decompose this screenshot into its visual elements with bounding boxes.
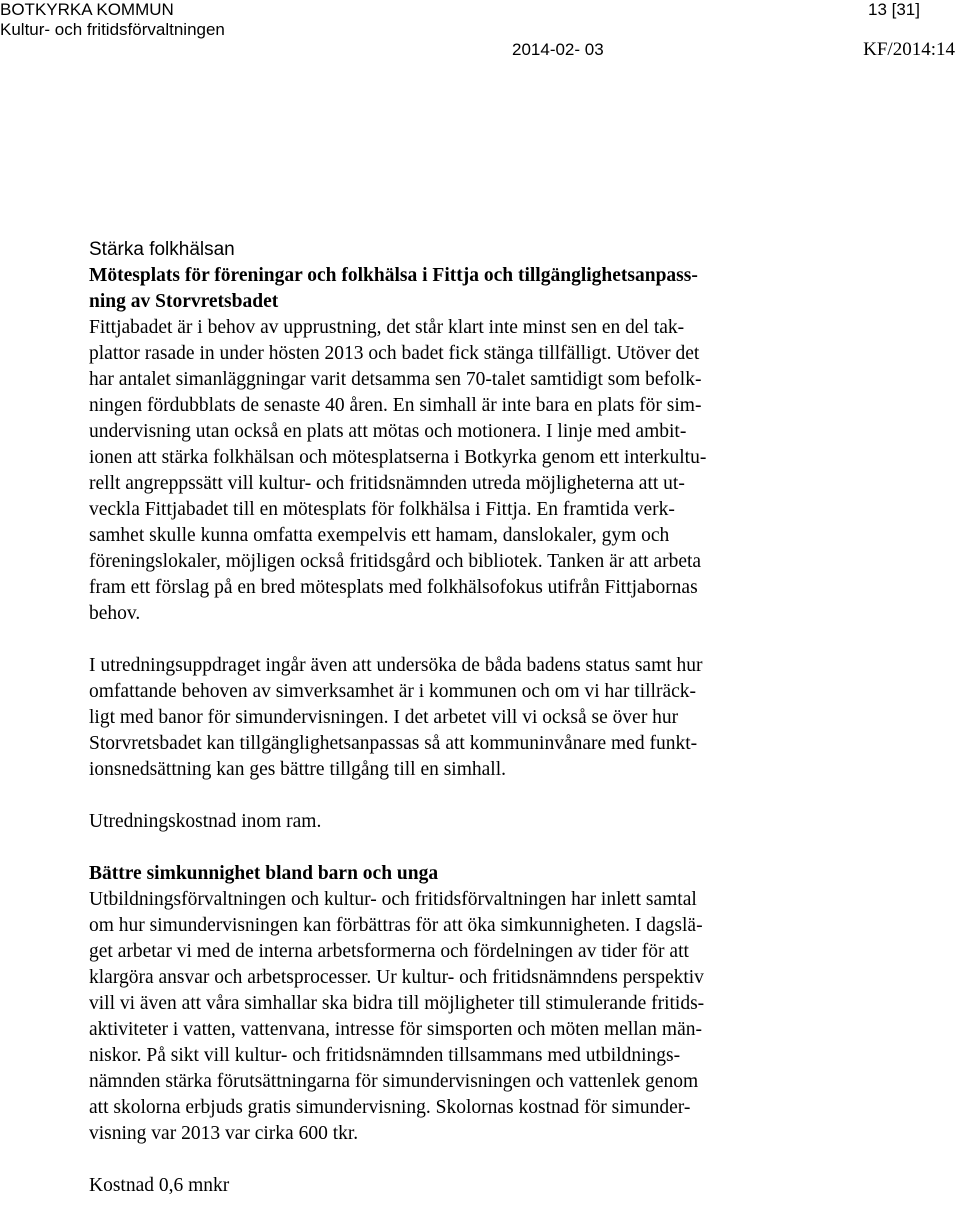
text-line: klargöra ansvar och arbetsprocesser. Ur kultur- och fritidsnämndens perspektiv xyxy=(89,967,704,988)
section-heading-motesplats xyxy=(89,263,925,315)
text-line: vill vi även att våra simhallar ska bidra till möjligheter till stimulerande fritids- xyxy=(89,993,705,1014)
cost-statement-utredning: Utredningskostnad inom ram. xyxy=(89,811,322,832)
document-date: 2014-02- 03 xyxy=(512,40,604,59)
text-line: undervisning utan också en plats att mötas och motionera. I linje med ambit- xyxy=(89,421,687,442)
department-name: Kultur- och fritidsförvaltningen xyxy=(0,20,225,39)
text-line: föreningslokaler, möjligen också fritidsgård och bibliotek. Tanken är att arbeta xyxy=(89,551,702,572)
text-line: ningen fördubblats de senaste 40 åren. En simhall är inte bara en plats för sim- xyxy=(89,395,702,416)
document-reference: KF/2014:14 xyxy=(863,39,955,60)
heading-line: Mötesplats för föreningar och folkhälsa i Fittja och tillgänglighetsanpass- xyxy=(89,265,698,286)
paragraph-spacer xyxy=(89,783,925,809)
text-line: get arbetar vi med de interna arbetsformerna och fördelningen av tider för att xyxy=(89,941,689,962)
paragraph-utredningsuppdraget xyxy=(89,653,925,783)
text-line: ionsnedsättning kan ges bättre tillgång till en simhall. xyxy=(89,759,507,780)
text-line: I utredningsuppdraget ingår även att undersöka de båda badens status samt hur xyxy=(89,655,703,676)
text-line: samhet skulle kunna omfatta exempelvis ett hamam, danslokaler, gym och xyxy=(89,525,670,546)
text-line: nämnden stärka förutsättningarna för simundervisningen och vattenlek genom xyxy=(89,1071,699,1092)
text-line: behov. xyxy=(89,603,141,624)
text-line: visning var 2013 var cirka 600 tkr. xyxy=(89,1123,359,1144)
text-line: plattor rasade in under hösten 2013 och badet fick stänga tillfälligt. Utöver det xyxy=(89,343,700,364)
text-line: veckla Fittjabadet till en mötesplats för folkhälsa i Fittja. En framtida verk- xyxy=(89,499,675,520)
text-line: ionen att stärka folkhälsan och mötesplatserna i Botkyrka genom ett interkultu- xyxy=(89,447,707,468)
text-line: ligt med banor för simundervisningen. I det arbetet vill vi också se över hur xyxy=(89,707,679,728)
paragraph-fittjabadet xyxy=(89,315,925,627)
heading-line: ning av Storvretsbadet xyxy=(89,291,279,312)
paragraph-spacer xyxy=(89,627,925,653)
paragraph-simkunnighet xyxy=(89,887,925,1147)
section-label: Stärka folkhälsan xyxy=(89,239,235,260)
text-line: aktiviteter i vatten, vattenvana, intresse för simsporten och möten mellan män- xyxy=(89,1019,702,1040)
text-line: Utbildningsförvaltningen och kultur- och fritidsförvaltningen har inlett samtal xyxy=(89,889,697,910)
text-line: om hur simundervisningen kan förbättras för att öka simkunnigheten. I dagslä- xyxy=(89,915,703,936)
document-body xyxy=(89,237,925,1199)
text-line: fram ett förslag på en bred mötesplats med folkhälsofokus utifrån Fittjabornas xyxy=(89,577,698,598)
organization-name: BOTKYRKA KOMMUN xyxy=(0,0,174,19)
text-line: omfattande behoven av simverksamhet är i kommunen och om vi har tillräck- xyxy=(89,681,697,702)
cost-statement-simkunnighet: Kostnad 0,6 mnkr xyxy=(89,1175,230,1196)
text-line: att skolorna erbjuds gratis simundervisning. Skolornas kostnad för simunder- xyxy=(89,1097,691,1118)
text-line: Storvretsbadet kan tillgänglighetsanpassas så att kommuninvånare med funkt- xyxy=(89,733,698,754)
text-line: har antalet simanläggningar varit detsamma sen 70-talet samtidigt som befolk- xyxy=(89,369,702,390)
paragraph-spacer xyxy=(89,1147,925,1173)
text-line: rellt angreppssätt vill kultur- och fritidsnämnden utreda möjligheterna att ut- xyxy=(89,473,685,494)
text-line: niskor. På sikt vill kultur- och fritidsnämnden tillsammans med utbildnings- xyxy=(89,1045,681,1066)
text-line: Fittjabadet är i behov av upprustning, det står klart inte minst sen en del tak- xyxy=(89,317,685,338)
page-number: 13 [31] xyxy=(868,0,920,19)
section-heading-simkunnighet: Bättre simkunnighet bland barn och unga xyxy=(89,863,439,884)
